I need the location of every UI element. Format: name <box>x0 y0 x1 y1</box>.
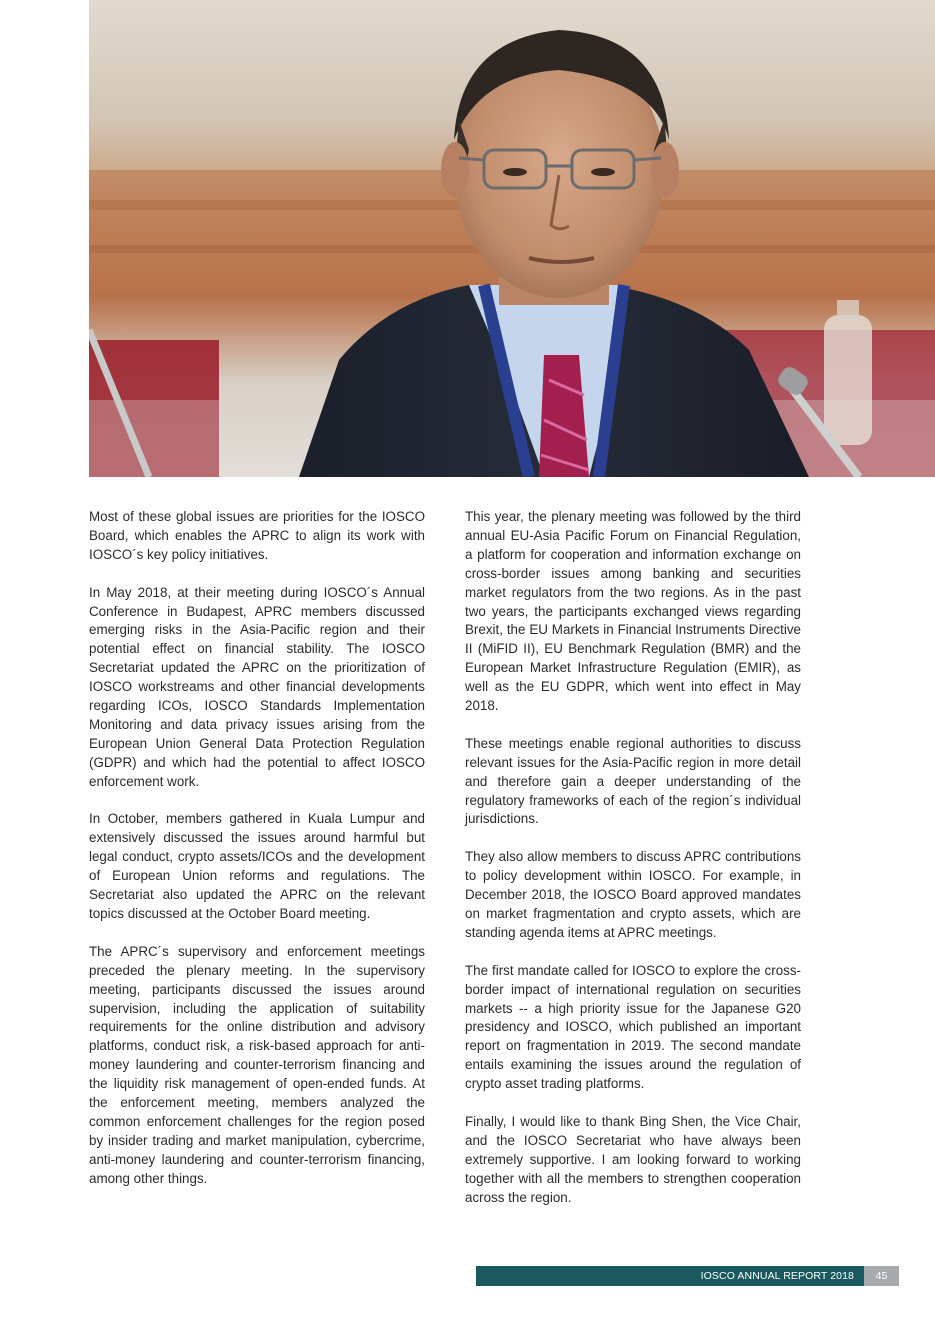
body-paragraph: They also allow members to discuss APRC contributions to policy development within IOSCO. For example, in December 2018, the IOSCO Board approved mandates on market fragmentation and crypto assets, which are standing agenda items at APRC meetings. <box>465 849 801 940</box>
left-text-column <box>89 508 425 1207</box>
body-paragraph: Finally, I would like to thank Bing Shen, the Vice Chair, and the IOSCO Secretariat who have always been extremely supportive. I am looking forward to working together with all the members to strengthen cooperation across the region. <box>465 1113 801 1205</box>
body-paragraph: The APRC´s supervisory and enforcement meetings preceded the plenary meeting. In the supervisory meeting, participants discussed the issues around supervision, including the application of suitability requirements for the online distribution and advisory platforms, conduct risk, a risk-based approach for anti-money laundering and counter-terrorism financing and the liquidity risk management of open-ended funds. At the enforcement meeting, members analyzed the common enforcement challenges for the region posed by insider trading and market manipulation, cybercrime, anti-money laundering and counter-terrorism financing, among other things. <box>89 943 425 1186</box>
body-paragraph: This year, the plenary meeting was followed by the third annual EU-Asia Pacific Forum on Financial Regulation, a platform for cooperation and information exchange on cross-border issues among banking and securities market regulators from the two regions. As in the past two years, the participants exchanged views regarding Brexit, the EU Markets in Financial Instruments Directive II (MiFID II), EU Benchmark Regulation (BMR) and the European Market Infrastructure Regulation (EMIR), as well as the EU GDPR, which went into effect in May 2018. <box>465 509 801 714</box>
body-paragraph: The first mandate called for IOSCO to explore the cross-border impact of international regulation on securities markets -- a high priority issue for the Japanese G20 presidency and IOSCO, which published an important report on fragmentation in 2019. The second mandate entails examining the issues around the regulation of crypto asset trading platforms. <box>465 962 801 1092</box>
body-paragraph: In May 2018, at their meeting during IOSCO´s Annual Conference in Budapest, APRC members discussed emerging risks in the Asia-Pacific region and their potential effect on financial stability. The IOSCO Secretariat updated the APRC on the prioritization of IOSCO workstreams and other financial developments regarding ICOs, IOSCO Standards Implementation Monitoring and data privacy issues arising from the European Union General Data Protection Regulation (GDPR) and which had the potential to affect IOSCO enforcement work. <box>89 584 425 789</box>
portrait-illustration <box>89 0 935 477</box>
body-paragraph: These meetings enable regional authorities to discuss relevant issues for the Asia-Pacific region in more detail and therefore gain a deeper understanding of the regulatory frameworks of each of the region´s individual jurisdictions. <box>465 735 801 827</box>
page-number: 45 <box>864 1266 899 1286</box>
portrait-photo <box>89 0 935 477</box>
body-paragraph: Most of these global issues are priorities for the IOSCO Board, which enables the APRC to align its work with IOSCO´s key policy initiatives. <box>89 509 425 562</box>
right-text-column <box>465 508 801 1226</box>
footer-report-title: IOSCO ANNUAL REPORT 2018 <box>476 1266 864 1286</box>
body-paragraph: In October, members gathered in Kuala Lumpur and extensively discussed the issues around harmful but legal conduct, crypto assets/ICOs and the development of European Union reforms and regulations. The Secretariat also updated the APRC on the relevant topics discussed at the October Board meeting. <box>89 811 425 921</box>
